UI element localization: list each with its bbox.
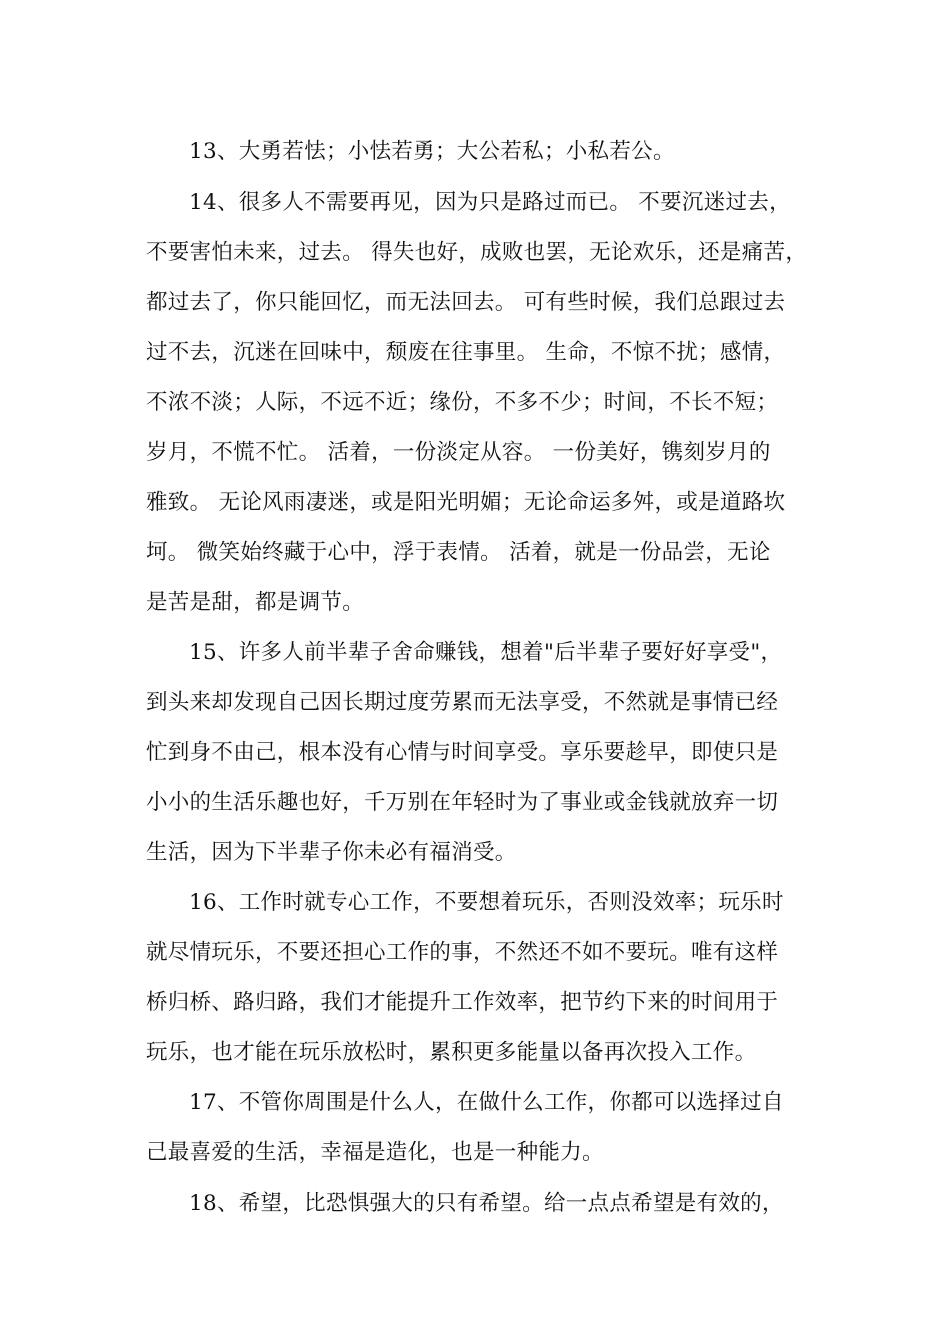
paragraph-14-line-5: 不浓不淡；人际，不远不近；缘份，不多不少；时间，不长不短； <box>146 390 779 415</box>
paragraph-17-line-2: 己最喜爱的生活，幸福是造化，也是一种能力。 <box>146 1140 604 1165</box>
paragraph-15-line-2: 到头来却发现自己因长期过度劳累而无法享受，不然就是事情已经 <box>146 690 779 715</box>
paragraph-14-line-8: 坷。 微笑始终藏于心中，浮于表情。 活着，就是一份品尝，无论 <box>146 540 771 565</box>
paragraph-14-line-7: 雅致。 无论风雨凄迷，或是阳光明媚；无论命运多舛，或是道路坎 <box>146 490 786 515</box>
paragraph-18-line-1: 18、希望，比恐惧强大的只有希望。给一点点希望是有效的， <box>189 1191 784 1216</box>
paragraph-16-line-2: 就尽情玩乐，不要还担心工作的事，不然还不如不要玩。唯有这样 <box>146 940 779 965</box>
paragraph-14-line-1: 14、很多人不需要再见，因为只是路过而已。 不要沉迷过去， <box>189 190 791 215</box>
paragraph-13-line-1: 13、大勇若怯；小怯若勇；大公若私；小私若公。 <box>189 139 675 164</box>
paragraph-15-line-3: 忙到身不由己，根本没有心情与时间享受。享乐要趁早，即使只是 <box>146 740 779 765</box>
paragraph-15-line-5: 生活，因为下半辈子你未必有福消受。 <box>146 840 517 865</box>
paragraph-14-line-4: 过不去，沉迷在回味中，颓废在往事里。 生命，不惊不扰；感情， <box>146 340 786 365</box>
paragraph-16-line-3: 桥归桥、路归路，我们才能提升工作效率，把节约下来的时间用于 <box>146 990 779 1015</box>
paragraph-14-line-6: 岁月，不慌不忙。 活着，一份淡定从容。 一份美好，镌刻岁月的 <box>146 440 771 465</box>
paragraph-14-line-3: 都过去了，你只能回忆，而无法回去。 可有些时候，我们总跟过去 <box>146 290 786 315</box>
paragraph-15-line-4: 小小的生活乐趣也好，千万别在年轻时为了事业或金钱就放弃一切 <box>146 790 779 815</box>
paragraph-17-line-1: 17、不管你周围是什么人，在做什么工作，你都可以选择过自 <box>189 1090 784 1115</box>
paragraph-14-line-2: 不要害怕未来，过去。 得失也好，成败也罢，无论欢乐，还是痛苦， <box>146 240 808 265</box>
paragraph-14-line-9: 是苦是甜，都是调节。 <box>146 590 365 615</box>
paragraph-16-line-1: 16、工作时就专心工作，不要想着玩乐，否则没效率；玩乐时 <box>189 890 784 915</box>
paragraph-16-line-4: 玩乐，也才能在玩乐放松时，累积更多能量以备再次投入工作。 <box>146 1040 757 1065</box>
paragraph-15-line-1: 15、许多人前半辈子舍命赚钱，想着"后半辈子要好好享受"， <box>189 640 783 665</box>
